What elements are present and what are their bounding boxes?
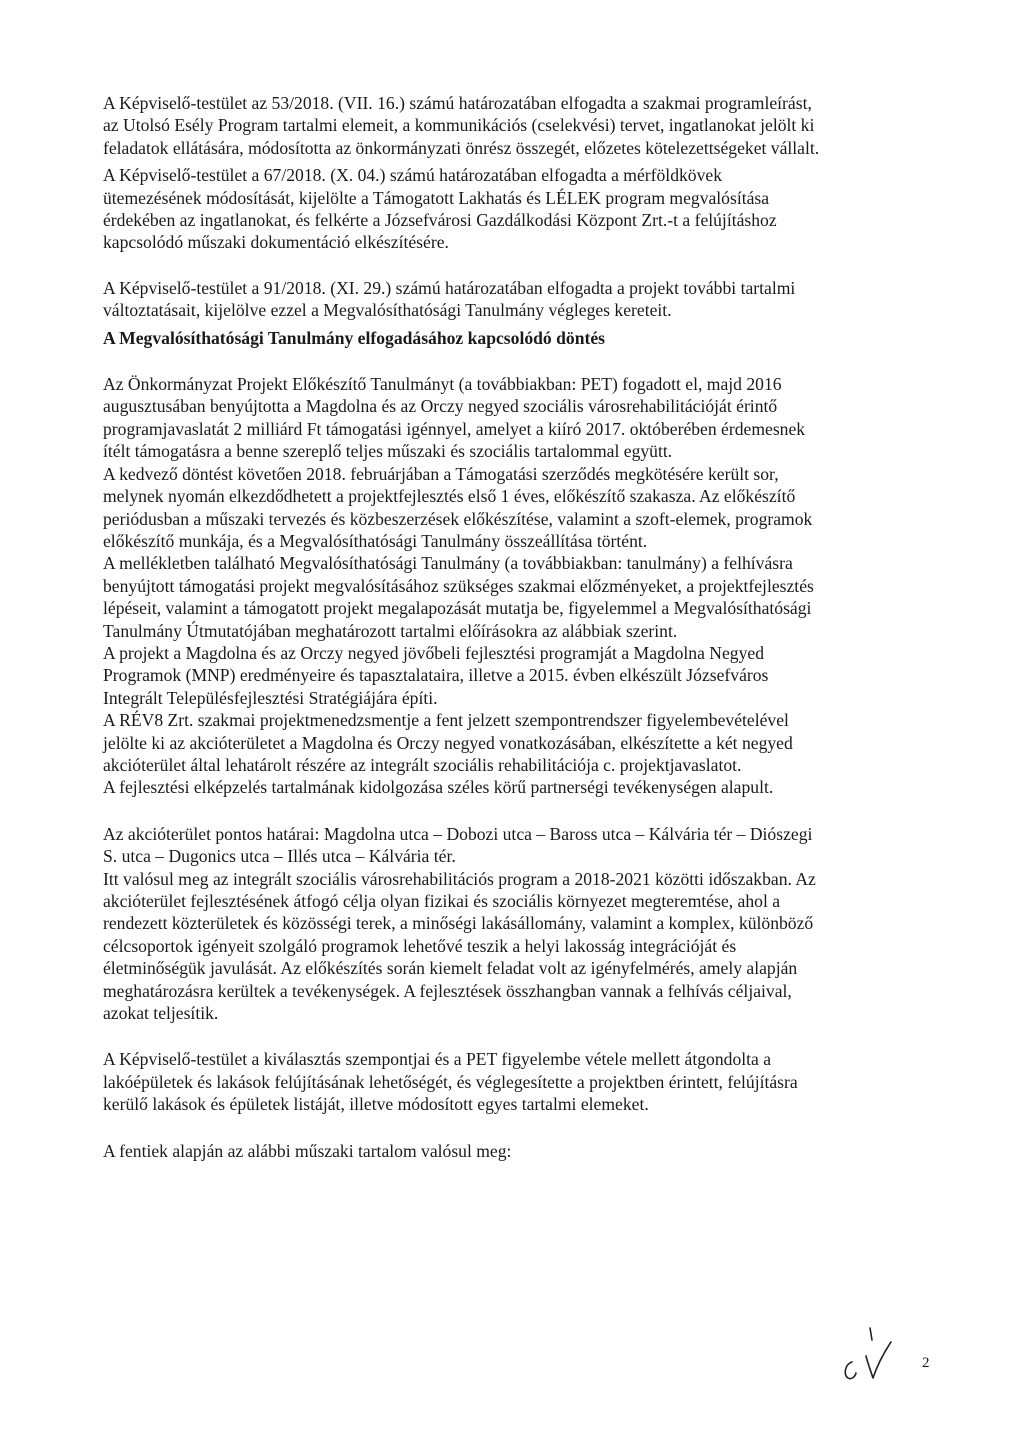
p4-line: Integrált Településfejlesztési Stratégiájára építi. — [103, 687, 438, 708]
p4-line: A kedvező döntést követően 2018. februárjában a Támogatási szerződés megkötésére került sor, — [103, 463, 779, 484]
p2-line: érdekében az ingatlanokat, és felkérte a Józsefvárosi Gazdálkodási Központ Zrt.-t a felújításhoz — [103, 210, 777, 231]
p4-line: A fejlesztési elképzelés tartalmának kidolgozása széles körű partnerségi tevékenységen alapult. — [103, 777, 774, 798]
p1-line: A Képviselő-testület az 53/2018. (VII. 16.) számú határozatában elfogadta a szakmai programleírást, — [103, 93, 812, 113]
p5-line: életminőségük javulását. Az előkészítés során kiemelt feladat volt az igényfelmérés, amely alapján — [103, 958, 798, 979]
paragraph-board-decision — [103, 1048, 929, 1115]
p1-line: az Utolsó Esély Program tartalmi elemeit, a kommunikációs (cselekvési) tervet, ingatlanokat jelölt ki — [103, 115, 815, 136]
paragraph-action-area — [103, 823, 929, 1025]
p4-line: augusztusában benyújtotta a Magdolna és az Orczy negyed szociális városrehabilitációját érintő — [103, 396, 778, 417]
p5-line: Itt valósul meg az integrált szociális városrehabilitációs program a 2018-2021 közötti időszakban. Az — [103, 868, 816, 889]
p4-line: programjavaslatát 2 milliárd Ft támogatási igénnyel, amelyet a kiíró 2017. októberében érdemesnek — [103, 418, 806, 439]
p5-line: Az akcióterület pontos határai: Magdolna utca – Dobozi utca – Baross utca – Kálvária tér – Diószegi — [103, 823, 813, 844]
p4-line: periódusban a műszaki tervezés és közbeszerzések előkészítése, valamint a szoft-elemek, programok — [103, 508, 813, 529]
paragraph-resolution-53-2018 — [103, 92, 929, 159]
paragraph-resolution-91-2018 — [103, 277, 929, 322]
p4-line: ítélt támogatásra a benne szereplő teljes műszaki és szociális tartalommal együtt. — [103, 441, 673, 462]
p5-line: S. utca – Dugonics utca – Illés utca – Kálvária tér. — [103, 846, 456, 867]
p5-line: célcsoportok igényeit szolgáló programok lehetővé teszik a helyi lakosság integrációját és — [103, 935, 737, 956]
p2-line: A Képviselő-testület a 67/2018. (X. 04.) számú határozatában elfogadta a mérföldkövek — [103, 165, 722, 186]
signature-icon — [836, 1320, 916, 1390]
p5-line: rendezett közterületek és közösségi terek, a minőségi lakásállomány, valamint a komplex, különböző — [103, 913, 814, 934]
p4-line: lépéseit, valamint a támogatott projekt megalapozását mutatja be, figyelemmel a Megvalósíthatósági — [103, 598, 812, 619]
p2-line: kapcsolódó műszaki dokumentáció elkészítésére. — [103, 232, 449, 253]
p5-line: akcióterület fejlesztésének átfogó célja olyan fizikai és szociális környezet megteremtése, ahol a — [103, 891, 781, 911]
p2-line: ütemezésének módosítását, kijelölte a Támogatott Lakhatás és LÉLEK program megvalósítása — [103, 187, 770, 208]
document-page — [103, 92, 929, 1162]
p4-line: Tanulmány Útmutatójában meghatározott tartalmi előírásokra az alábbiak szerint. — [103, 620, 678, 641]
p4-line: benyújtott támogatási projekt megvalósításához szükséges szakmai előzményeket, a projektfejlesztés — [103, 575, 814, 596]
p4-line: A projekt a Magdolna és az Orczy negyed jövőbeli fejlesztési programját a Magdolna Negyed — [103, 642, 765, 663]
p6-line: lakóépületek és lakások felújításának lehetőségét, és véglegesítette a projektben érintett, felújításra — [103, 1071, 798, 1092]
p6-line: A Képviselő-testület a kiválasztás szempontjai és a PET figyelembe vétele mellett átgondolta a — [103, 1049, 772, 1070]
p4-line: akcióterület által lehatárolt részére az integrált szociális rehabilitációja c. projektjavaslatot. — [103, 754, 742, 775]
p6-line: kerülő lakások és épületek listáját, illetve módosított egyes tartalmi elemeket. — [103, 1094, 649, 1115]
p1-line: feladatok ellátására, módosította az önkormányzati önrész összegét, előzetes kötelezettségeket vállalt. — [103, 137, 820, 158]
paragraph-feasibility-study — [103, 373, 929, 799]
p4-line: A mellékletben található Megvalósíthatósági Tanulmány (a továbbiakban: tanulmány) a felhívásra — [103, 553, 793, 574]
p3-line: változtatásait, kijelölve ezzel a Megvalósíthatósági Tanulmány végleges kereteit. — [103, 300, 672, 321]
p4-line: Programok (MNP) eredményeire és tapasztalataira, illetve a 2015. évben elkészült Józsefváros — [103, 665, 769, 686]
p4-line: jelölte ki az akcióterületet a Magdolna és Orczy negyed vonatkozásában, elkészítette a két negyed — [103, 732, 793, 753]
p3-line: A Képviselő-testület a 91/2018. (XI. 29.) számú határozatában elfogadta a projekt további tartalmi — [103, 277, 796, 298]
p4-line: melynek nyomán elkezdődhetett a projektfejlesztés első 1 éves, előkészítő szakasza. Az előkészítő — [103, 486, 796, 507]
p4-line: előkészítő munkája, és a Megvalósíthatósági Tanulmány összeállítása történt. — [103, 530, 648, 551]
p7-line: A fentiek alapján az alábbi műszaki tartalom valósul meg: — [103, 1140, 512, 1161]
p5-line: azokat teljesítik. — [103, 1003, 219, 1024]
paragraph-technical-content-intro — [103, 1140, 929, 1162]
paragraph-resolution-67-2018 — [103, 164, 929, 254]
p5-line: meghatározásra kerültek a tevékenységek. A fejlesztések összhangban vannak a felhívás céljaival, — [103, 980, 792, 1001]
section-heading — [103, 327, 929, 349]
p4-line: Az Önkormányzat Projekt Előkészítő Tanulmányt (a továbbiakban: PET) fogadott el, majd 2016 — [103, 374, 782, 395]
heading-line: A Megvalósíthatósági Tanulmány elfogadásához kapcsolódó döntés — [103, 327, 605, 348]
p4-line: A RÉV8 Zrt. szakmai projektmenedzsmentje a fent jelzett szempontrendszer figyelembevételével — [103, 710, 789, 731]
page-number: 2 — [922, 1355, 930, 1371]
